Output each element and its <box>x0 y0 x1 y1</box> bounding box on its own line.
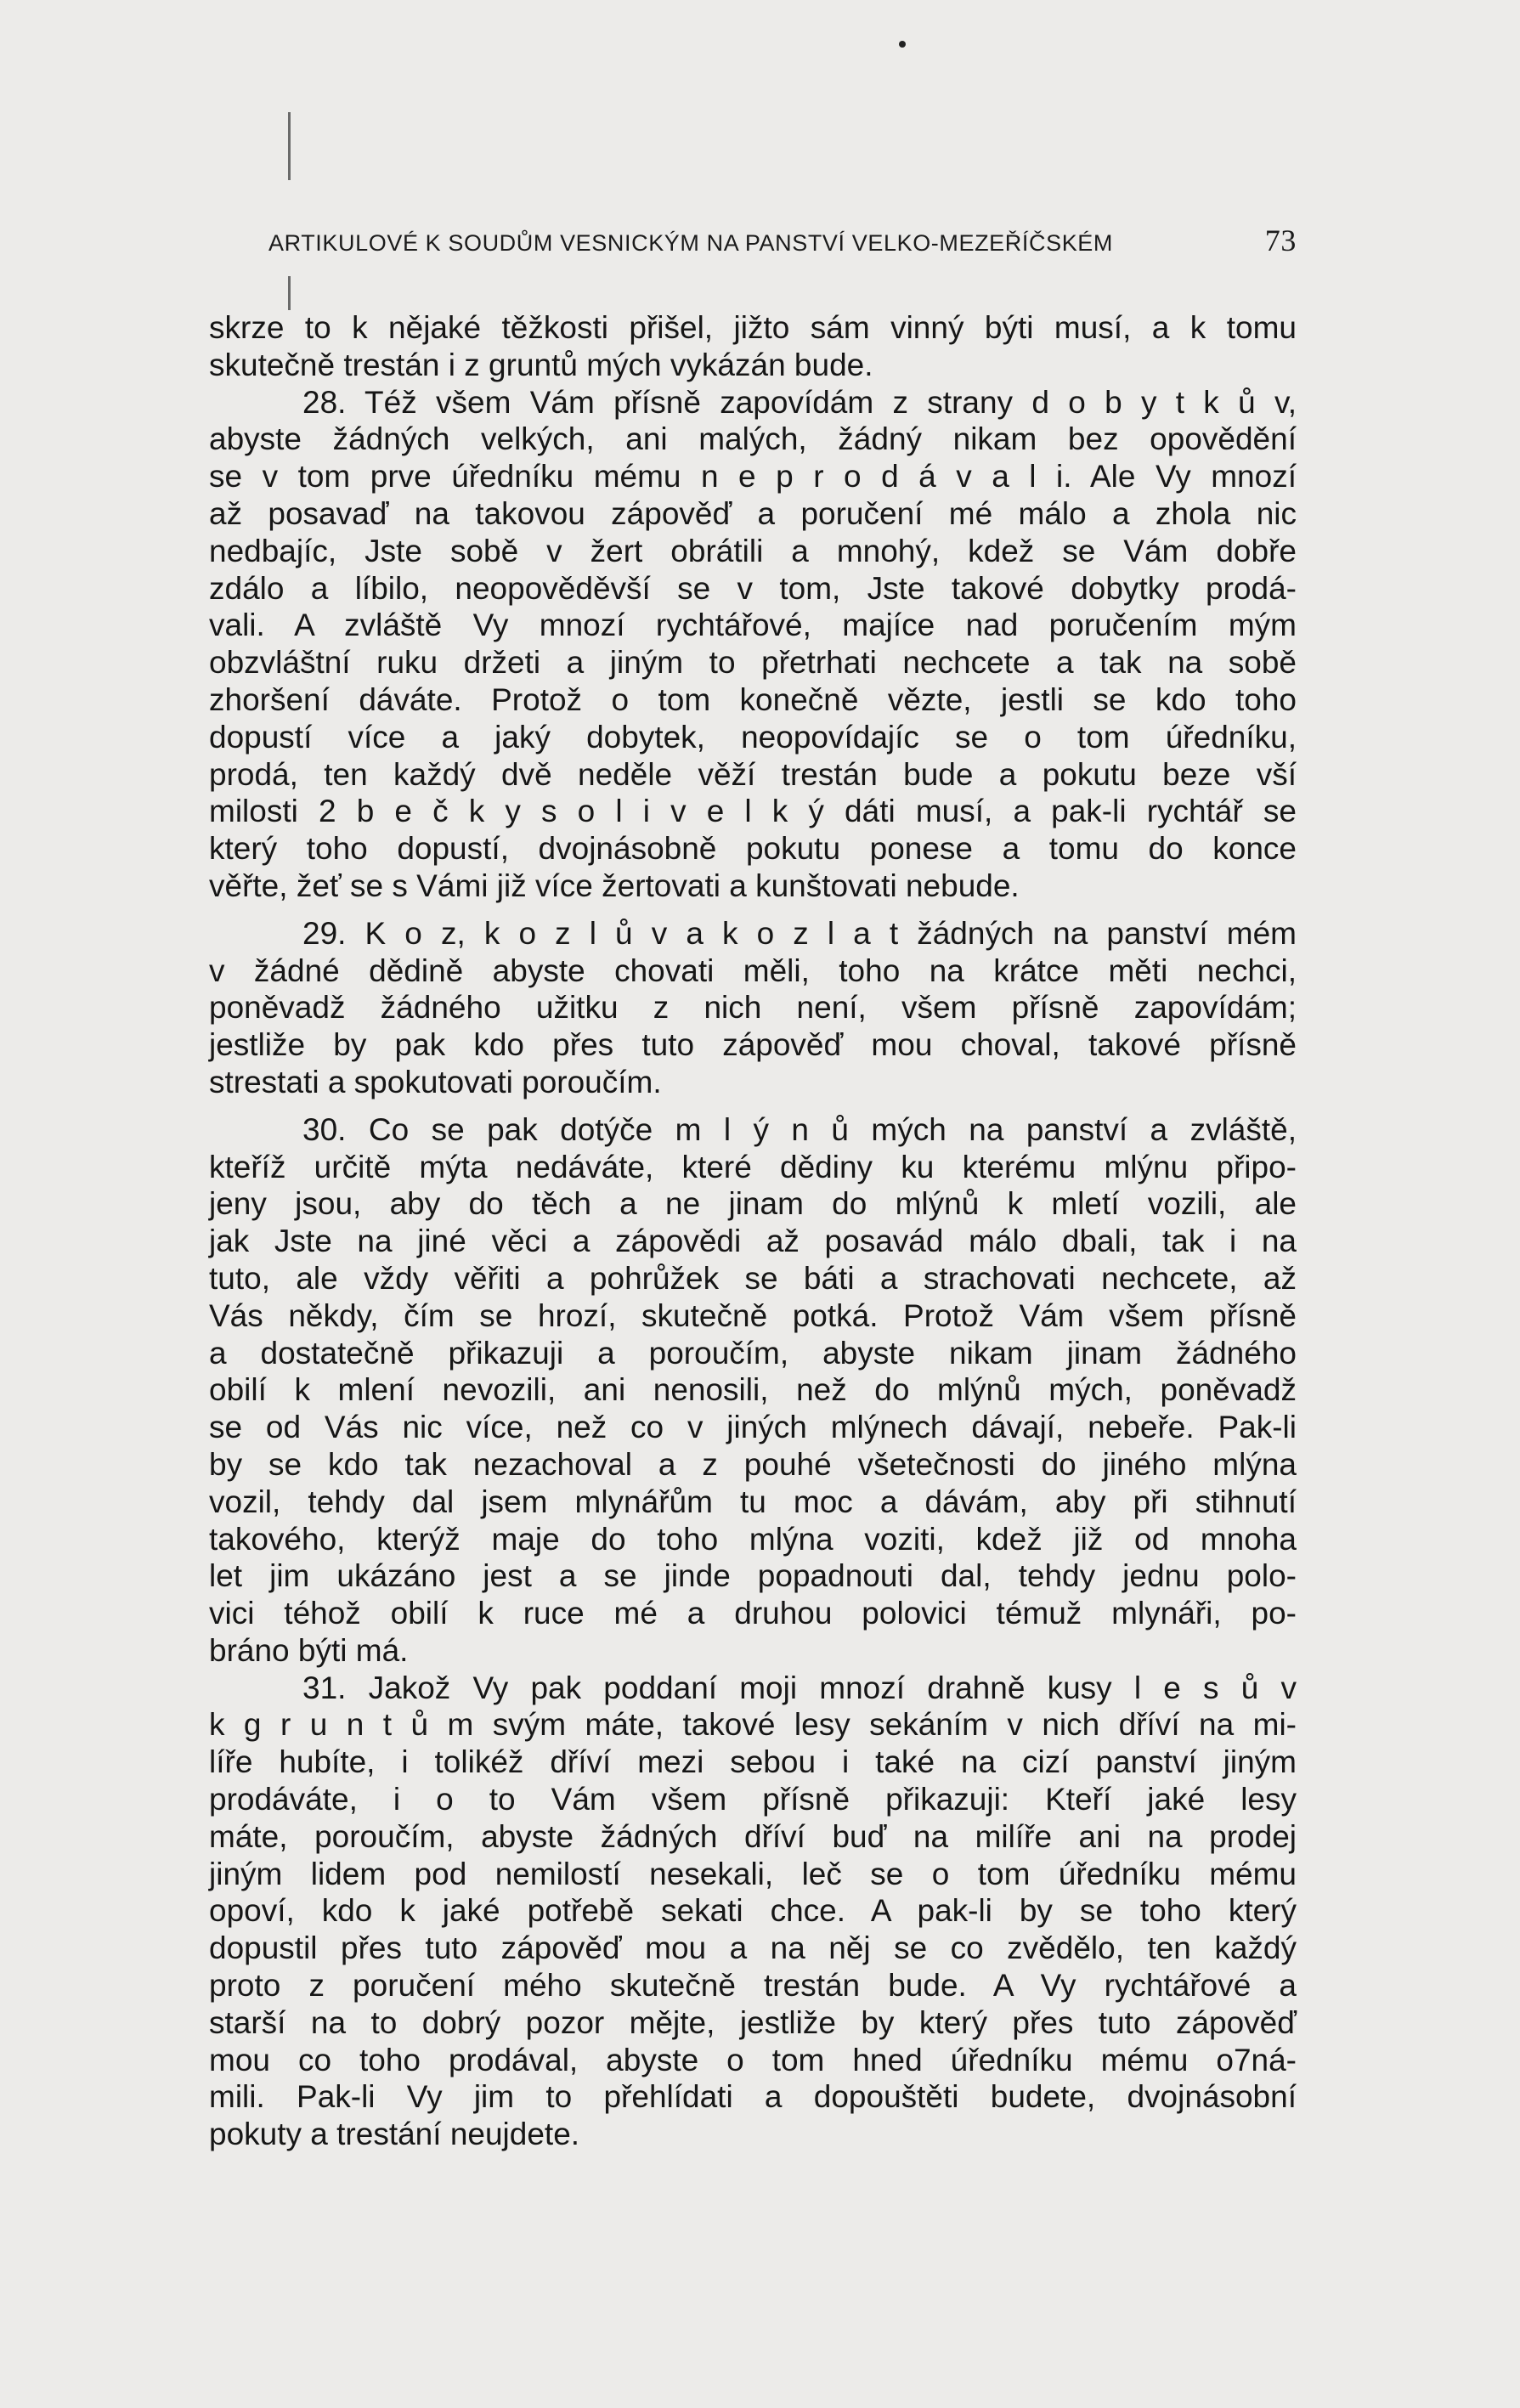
text-line: se od Vás nic více, než co v jiných mlýnech dávají, nebeře. Pak-li <box>209 1410 1297 1445</box>
text-line: věřte, žeť se s Vámi již více žertovati a kunštovati nebude. <box>209 868 1020 903</box>
text-line: milosti 2 b e č k y s o l i v e l k ý dáti musí, a pak-li rychtář se <box>209 794 1297 829</box>
text-line: dopustil přes tuto zápověď mou a na něj se co zvědělo, ten každý <box>209 1930 1297 1966</box>
text-line: 29. K o z, k o z l ů v a k o z l a t žádných na panství mém <box>302 915 1297 951</box>
text-line: bráno býti má. <box>209 1632 409 1668</box>
text-line: až posavaď na takovou zápověď a poručení mé málo a zhola nic <box>209 495 1297 531</box>
text-line: abyste žádných velkých, ani malých, žádný nikam bez opovědění <box>209 421 1297 457</box>
text-line: zdálo a líbilo, neopověděvší se v tom, Jste takové dobytky prodá- <box>209 570 1297 606</box>
text-line: 28. Též všem Vám přísně zapovídám z strany d o b y t k ů v, <box>302 384 1297 420</box>
running-header <box>268 223 1297 258</box>
text-line: skutečně trestán i z gruntů mých vykázán bude. <box>209 347 873 382</box>
body-text <box>209 309 1297 2153</box>
text-line: v žádné dědině abyste chovati měli, toho na krátce měti nechci, <box>209 952 1297 988</box>
text-line: se v tom prve úředníku mému n e p r o d á v a l i. Ale Vy mnozí <box>209 459 1297 495</box>
text-line: jiným lidem pod nemilostí nesekali, leč se o tom úředníku mému <box>209 1856 1297 1891</box>
margin-dot-mark <box>899 41 906 48</box>
text-line: let jim ukázáno jest a se jinde popadnouti dal, tehdy jednu polo- <box>209 1558 1297 1594</box>
text-line: obzvláštní ruku držeti a jiným to přetrhati nechcete a tak na sobě <box>209 645 1297 681</box>
text-line: zhoršení dáváte. Protož o tom konečně vězte, jestli se kdo toho <box>209 681 1297 717</box>
text-line: máte, poroučím, abyste žádných dříví buď na milíře ani na prodej <box>209 1818 1297 1854</box>
margin-rule-mark <box>288 276 291 310</box>
text-line: jeny jsou, aby do těch a ne jinam do mlýnů k mletí vozili, ale <box>209 1186 1297 1222</box>
page-number: 73 <box>1264 223 1297 257</box>
text-line: dopustí více a jaký dobytek, neopovídajíc se o tom úředníku, <box>209 719 1297 755</box>
paragraph-gap <box>209 905 1297 915</box>
text-line: líře hubíte, i tolikéž dříví mezi sebou i také na cizí panství jiným <box>209 1744 1297 1780</box>
text-line: který toho dopustí, dvojnásobně pokutu ponese a tomu do konce <box>209 831 1297 867</box>
text-line: poněvadž žádného užitku z nich není, všem přísně zapovídám; <box>209 990 1297 1026</box>
text-line: vici téhož obilí k ruce mé a druhou polovici témuž mlynáři, po- <box>209 1596 1297 1631</box>
text-line: 31. Jakož Vy pak poddaní moji mnozí drahně kusy l e s ů v <box>302 1670 1297 1705</box>
text-line: vali. A zvláště Vy mnozí rychtářové, majíce nad poručením mým <box>209 608 1297 643</box>
text-line: opoví, kdo k jaké potřebě sekati chce. A pak-li by se toho který <box>209 1893 1297 1929</box>
text-line: proto z poručení mého skutečně trestán bude. A Vy rychtářové a <box>209 1968 1297 2004</box>
text-line: tuto, ale vždy věřiti a pohrůžek se báti a strachovati nechcete, až <box>209 1260 1297 1296</box>
text-line: mou co toho prodával, abyste o tom hned úředníku mému o7ná- <box>209 2042 1297 2077</box>
text-line: k g r u n t ů m svým máte, takové lesy sekáním v nich dříví na mi- <box>209 1707 1297 1743</box>
text-line: vozil, tehdy dal jsem mlynářům tu moc a dávám, aby při stihnutí <box>209 1484 1297 1519</box>
text-line: jestliže by pak kdo přes tuto zápověď mou choval, takové přísně <box>209 1027 1297 1063</box>
margin-rule-mark <box>288 112 291 180</box>
text-line: takového, kterýž maje do toho mlýna voziti, kdež již od mnoha <box>209 1521 1297 1557</box>
text-line: mili. Pak-li Vy jim to přehlídati a dopouštěti budete, dvojnásobní <box>209 2079 1297 2115</box>
text-line: prodáváte, i o to Vám všem přísně přikazuji: Kteří jaké lesy <box>209 1782 1297 1817</box>
running-title: ARTIKULOVÉ K SOUDŮM VESNICKÝM NA PANSTVÍ VELKO-MEZEŘÍČSKÉM <box>268 230 1113 256</box>
text-line: 30. Co se pak dotýče m l ý n ů mých na panství a zvláště, <box>302 1111 1297 1147</box>
text-line: pokuty a trestání neujdete. <box>209 2117 580 2152</box>
text-line: nedbajíc, Jste sobě v žert obrátili a mnohý, kdež se Vám dobře <box>209 533 1297 568</box>
text-line: jak Jste na jiné věci a zápovědi až posavád málo dbali, tak i na <box>209 1224 1297 1259</box>
text-line: prodá, ten každý dvě neděle věží trestán bude a pokutu beze vší <box>209 756 1297 792</box>
text-line: skrze to k nějaké těžkosti přišel, jižto sám vinný býti musí, a k tomu <box>209 310 1297 345</box>
text-line: strestati a spokutovati poroučím. <box>209 1064 662 1099</box>
paragraph-gap <box>209 1101 1297 1111</box>
text-line: starší na to dobrý pozor mějte, jestliže by který přes tuto zápověď <box>209 2004 1297 2040</box>
text-line: Vás někdy, čím se hrozí, skutečně potká. Protož Vám všem přísně <box>209 1297 1297 1333</box>
text-line: obilí k mlení nevozili, ani nenosili, než do mlýnů mých, poněvadž <box>209 1372 1297 1408</box>
text-line: a dostatečně přikazuji a poroučím, abyste nikam jinam žádného <box>209 1335 1297 1371</box>
text-line: kteříž určitě mýta nedáváte, které dědiny ku kterému mlýnu připo- <box>209 1149 1297 1184</box>
text-line: by se kdo tak nezachoval a z pouhé všetečnosti do jiného mlýna <box>209 1446 1297 1482</box>
